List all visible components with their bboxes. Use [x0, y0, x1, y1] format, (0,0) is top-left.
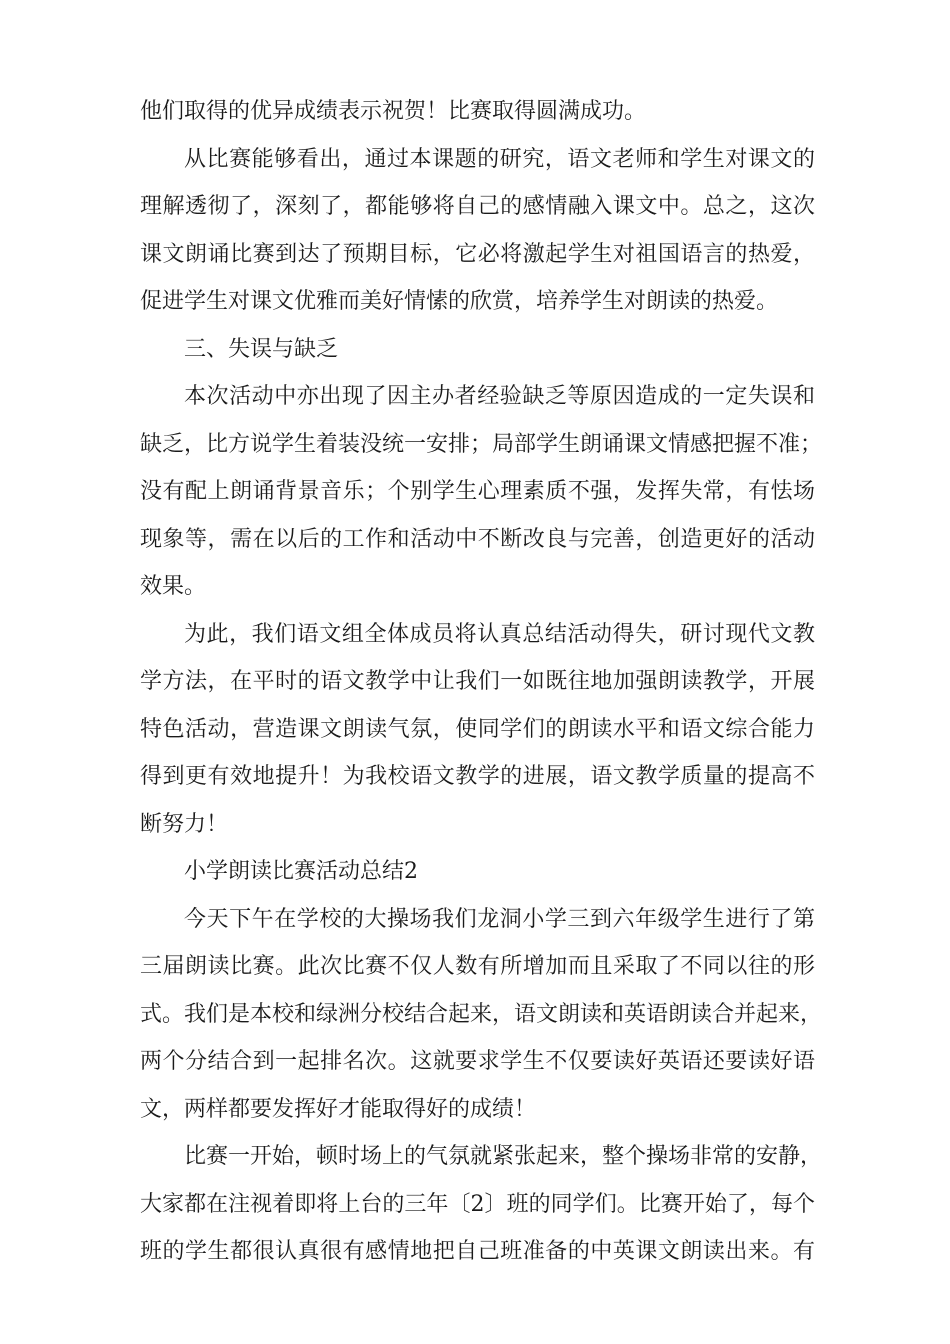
- text-line: 比赛一开始，顿时场上的气氛就紧张起来，整个操场非常的安静，: [184, 1144, 823, 1169]
- section-heading: 三、失误与缺乏: [184, 336, 339, 362]
- text-line: 他们取得的优异成绩表示祝贺！比赛取得圆满成功。: [140, 99, 647, 124]
- text-line: 班的学生都很认真很有感情地把自己班准备的中英课文朗读出来。有: [140, 1239, 815, 1264]
- text-line: 效果。: [140, 574, 207, 599]
- text-line: 本次活动中亦出现了因主办者经验缺乏等原因造成的一定失误和: [184, 384, 815, 409]
- text-line: 从比赛能够看出，通过本课题的研究，语文老师和学生对课文的: [184, 146, 815, 172]
- text-line: 学方法，在平时的语文教学中让我们一如既往地加强朗读教学，开展: [140, 669, 815, 694]
- text-line: 断努力！: [140, 811, 229, 837]
- text-line: 两个分结合到一起排名次。这就要求学生不仅要读好英语还要读好语: [140, 1049, 815, 1074]
- text-line: 大家都在注视着即将上台的三年〔2〕班的同学们。比赛开始了，每个: [140, 1191, 815, 1217]
- text-line: 促进学生对课文优雅而美好情愫的欣赏，培养学生对朗读的热爱。: [140, 289, 779, 314]
- text-line: 没有配上朗诵背景音乐；个别学生心理素质不强，发挥失常，有怯场: [140, 479, 815, 504]
- text-line: 得到更有效地提升！为我校语文教学的进展，语文教学质量的提高不: [140, 764, 815, 789]
- text-line: 为此，我们语文组全体成员将认真总结活动得失，研讨现代文教: [184, 621, 815, 647]
- section-heading: 小学朗读比赛活动总结2: [184, 859, 418, 884]
- text-line: 式。我们是本校和绿洲分校结合起来，语文朗读和英语朗读合并起来，: [140, 1001, 823, 1027]
- text-line: 课文朗诵比赛到达了预期目标，它必将激起学生对祖国语言的热爱，: [140, 241, 815, 267]
- text-line: 理解透彻了，深刻了，都能够将自己的感情融入课文中。总之，这次: [140, 194, 815, 219]
- text-line: 三届朗读比赛。此次比赛不仅人数有所增加而且采取了不同以往的形: [140, 954, 815, 979]
- text-line: 特色活动，营造课文朗读气氛，使同学们的朗读水平和语文综合能力: [140, 716, 815, 742]
- document-body: [140, 88, 823, 1276]
- text-line: 缺乏，比方说学生着装没统一安排；局部学生朗诵课文情感把握不准；: [140, 431, 823, 457]
- text-line: 今天下午在学校的大操场我们龙洞小学三到六年级学生进行了第: [184, 906, 815, 932]
- text-line: 文，两样都要发挥好才能取得好的成绩！: [140, 1096, 537, 1122]
- text-line: 现象等，需在以后的工作和活动中不断改良与完善，创造更好的活动: [140, 526, 815, 552]
